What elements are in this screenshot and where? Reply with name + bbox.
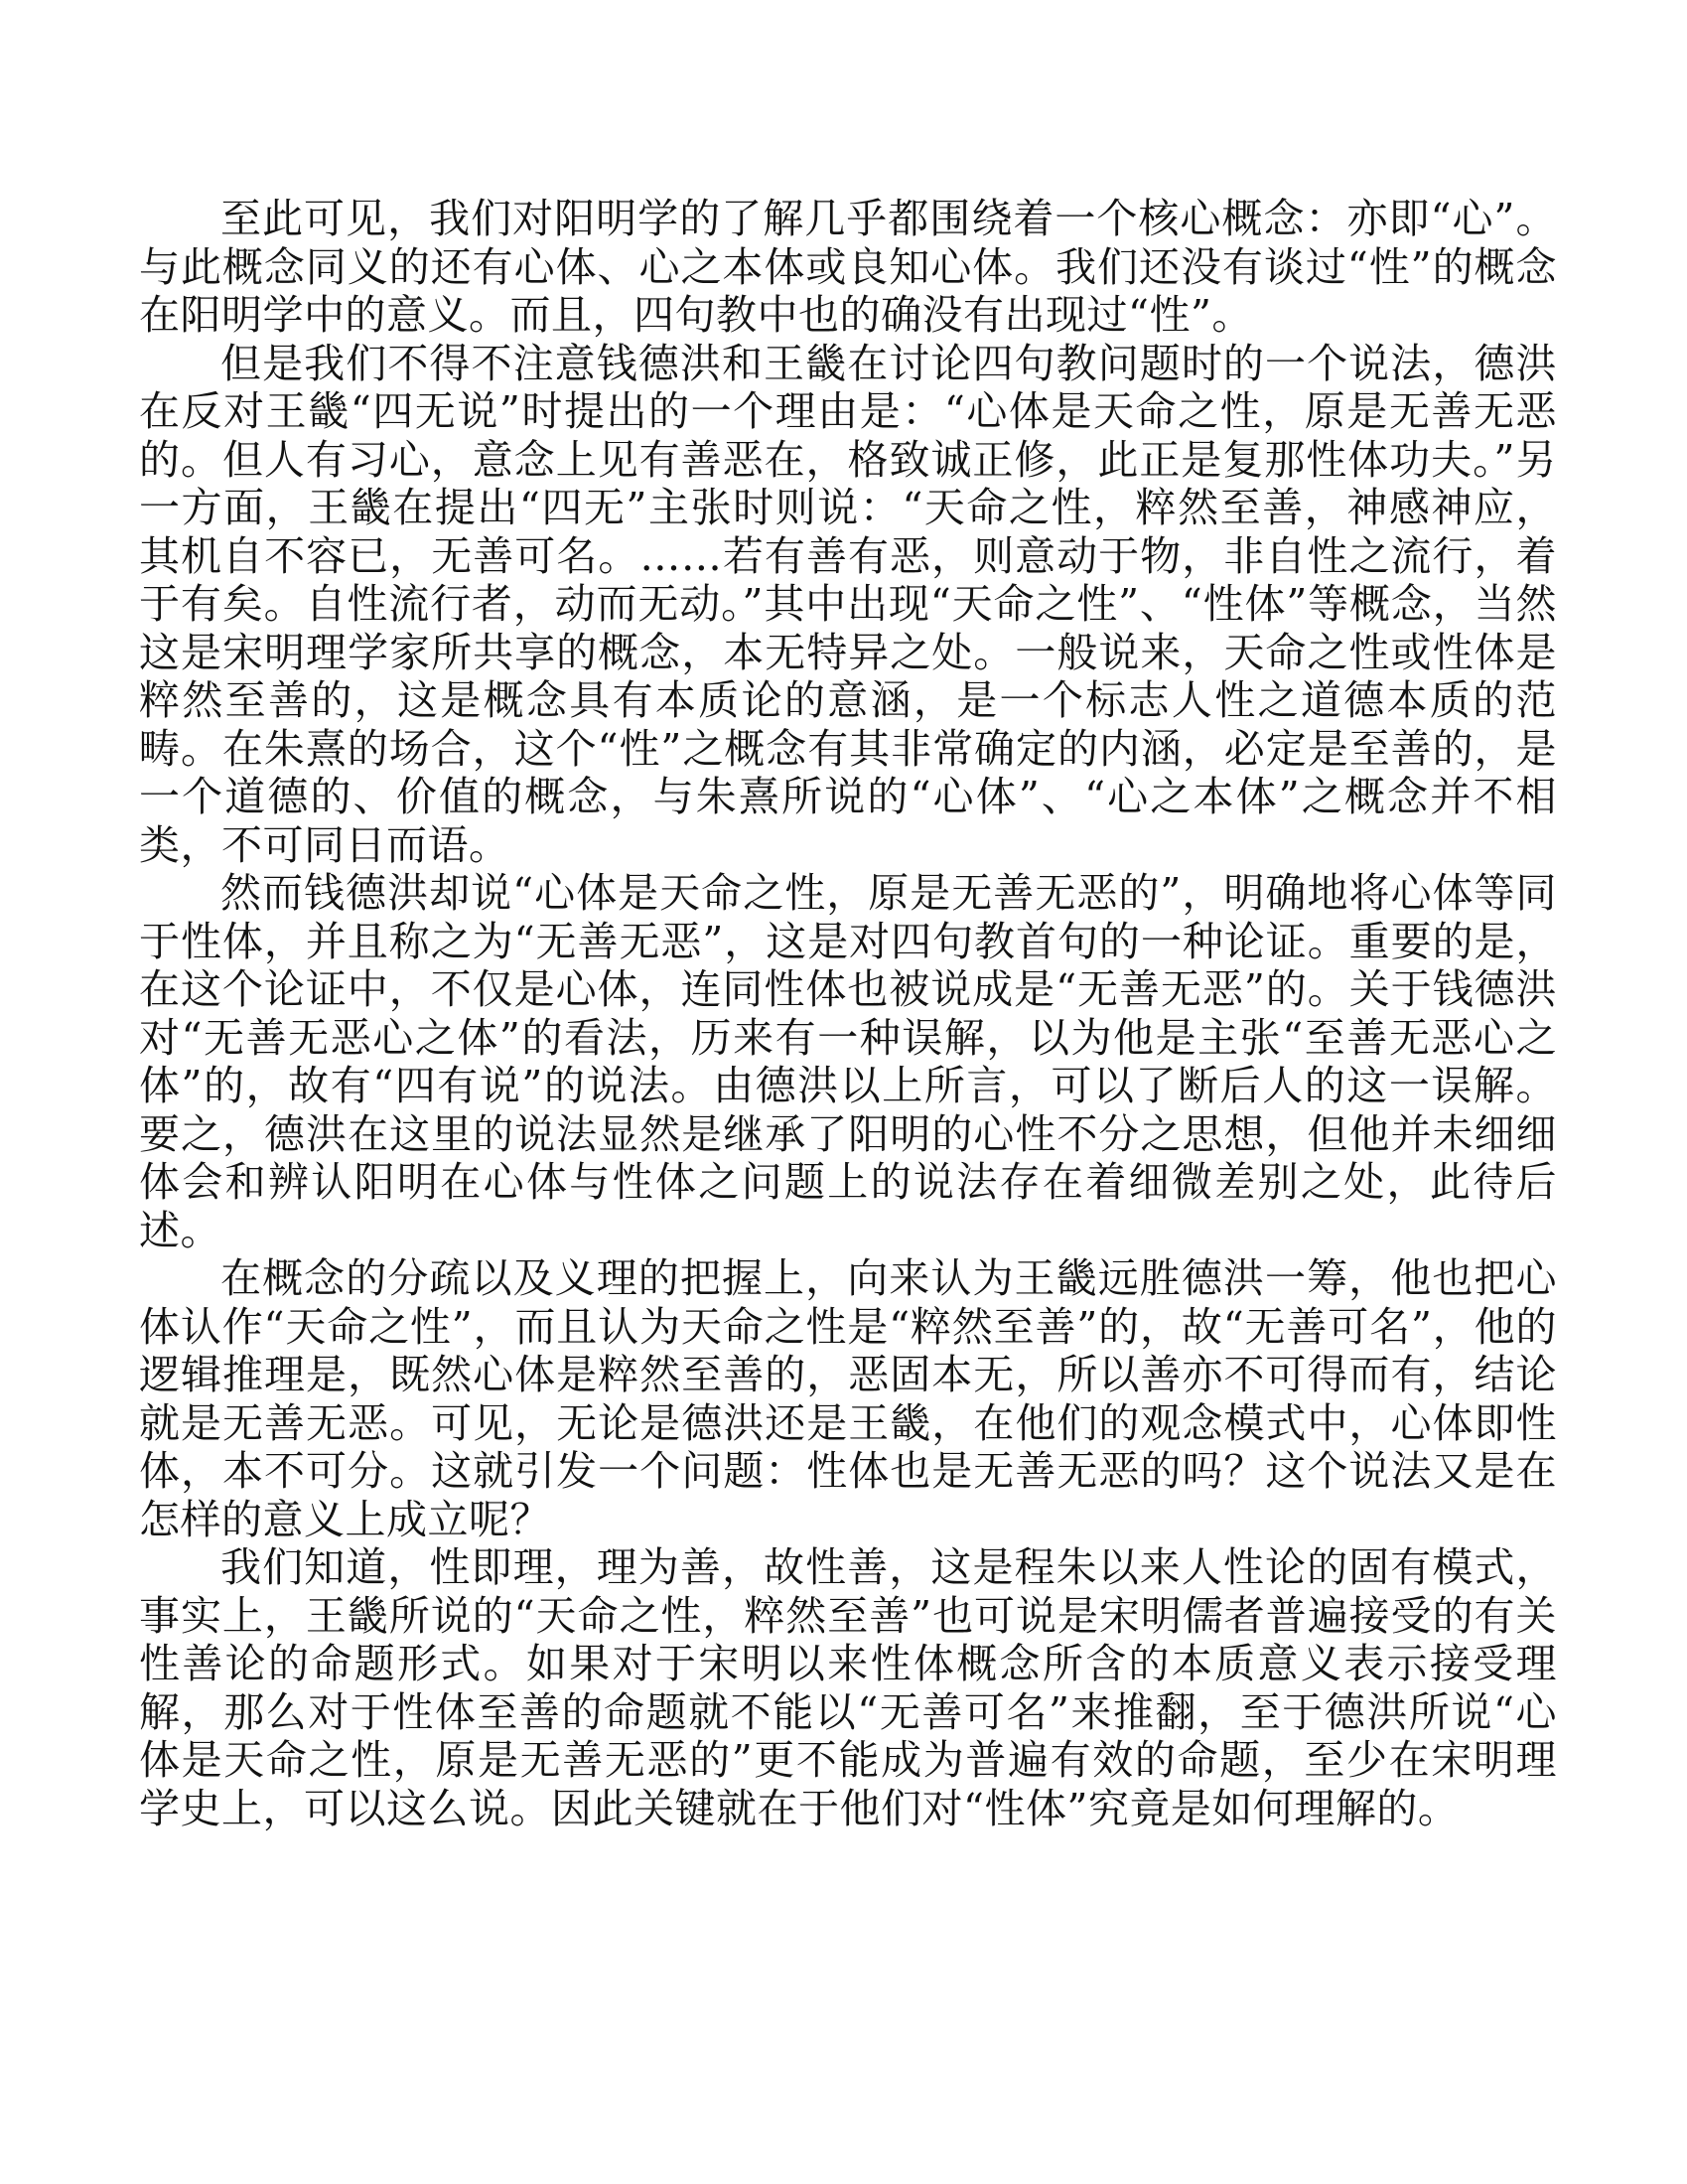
paragraph-5: 我们知道，性即理，理为善，故性善，这是程朱以来人性论的固有模式，事实上，王畿所说的“天命之性，粹然至善”也可说是宋明儒者普遍接受的有关性善论的命题形式。如果对于宋明以来性体概念所含的本质意义表示接受理解，那么对于性体至善的命题就不能以“无善可名”来推翻，至于德洪所说“心体是天命之性，原是无善无恶的”更不能成为普遍有效的命题，至少在宋明理学史上，可以这么说。因此关键就在于他们对“性体”究竟是如何理解的。	[139, 1543, 1557, 1832]
document-body	[139, 195, 1557, 1832]
paragraph-3: 然而钱德洪却说“心体是天命之性，原是无善无恶的”，明确地将心体等同于性体，并且称之为“无善无恶”，这是对四句教首句的一种论证。重要的是，在这个论证中，不仅是心体，连同性体也被说成是“无善无恶”的。关于钱德洪对“无善无恶心之体”的看法，历来有一种误解，以为他是主张“至善无恶心之体”的，故有“四有说”的说法。由德洪以上所言，可以了断后人的这一误解。要之，德洪在这里的说法显然是继承了阳明的心性不分之思想，但他并未细细体会和辨认阳明在心体与性体之问题上的说法存在着细微差别之处，此待后述。	[139, 869, 1557, 1254]
paragraph-1: 至此可见，我们对阳明学的了解几乎都围绕着一个核心概念：亦即“心”。与此概念同义的还有心体、心之本体或良知心体。我们还没有谈过“性”的概念在阳明学中的意义。而且，四句教中也的确没有出现过“性”。	[139, 195, 1557, 339]
paragraph-4: 在概念的分疏以及义理的把握上，向来认为王畿远胜德洪一筹，他也把心体认作“天命之性”，而且认为天命之性是“粹然至善”的，故“无善可名”，他的逻辑推理是，既然心体是粹然至善的，恶固本无，所以善亦不可得而有，结论就是无善无恶。可见，无论是德洪还是王畿，在他们的观念模式中，心体即性体，本不可分。这就引发一个问题：性体也是无善无恶的吗？这个说法又是在怎样的意义上成立呢？	[139, 1254, 1557, 1543]
paragraph-2: 但是我们不得不注意钱德洪和王畿在讨论四句教问题时的一个说法，德洪在反对王畿“四无说”时提出的一个理由是：“心体是天命之性，原是无善无恶的。但人有习心，意念上见有善恶在，格致诚正修，此正是复那性体功夫。”另一方面，王畿在提出“四无”主张时则说：“天命之性，粹然至善，神感神应，其机自不容已，无善可名。……若有善有恶，则意动于物，非自性之流行，着于有矣。自性流行者，动而无动。”其中出现“天命之性”、“性体”等概念，当然这是宋明理学家所共享的概念，本无特异之处。一般说来，天命之性或性体是粹然至善的，这是概念具有本质论的意涵，是一个标志人性之道德本质的范畴。在朱熹的场合，这个“性”之概念有其非常确定的内涵，必定是至善的，是一个道德的、价值的概念，与朱熹所说的“心体”、“心之本体”之概念并不相类，不可同日而语。	[139, 339, 1557, 869]
